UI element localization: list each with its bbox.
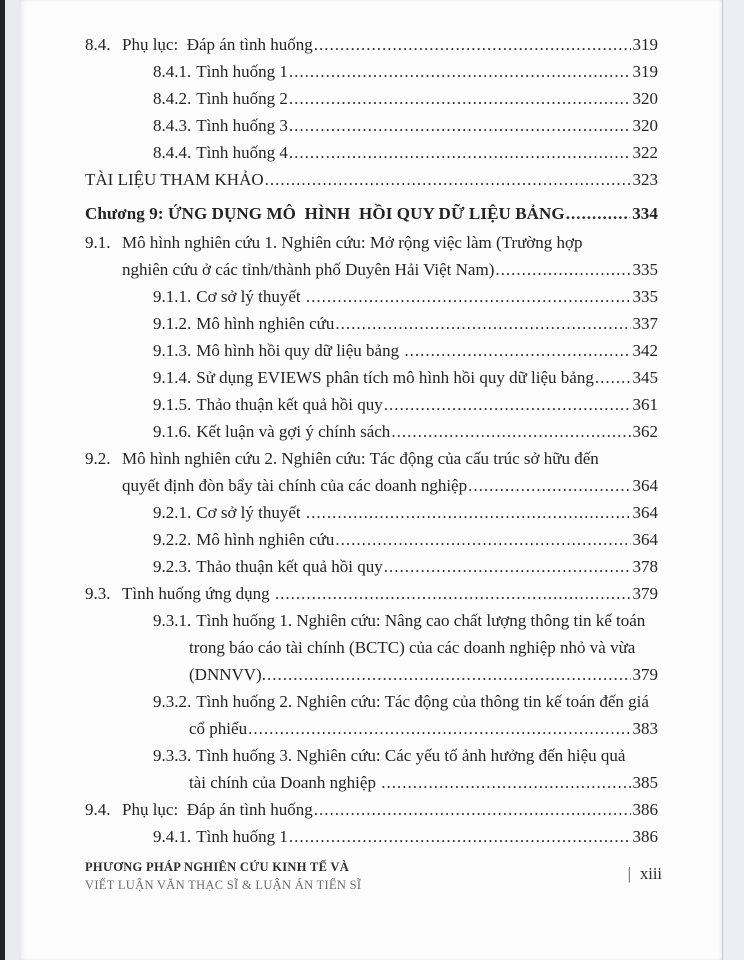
- toc-entry-line: [85, 553, 658, 580]
- toc-entry-line: [85, 166, 658, 193]
- toc-entry-title: Tình huống 3: [196, 116, 288, 135]
- toc-entry-number: 9.3.3.: [153, 746, 192, 765]
- toc-entry-line: [85, 688, 658, 715]
- toc-entry-title: Cơ sở lý thuyết: [196, 287, 305, 306]
- footer-page-number: [628, 864, 662, 884]
- dot-leader: [314, 31, 631, 58]
- toc-entry-page-number: 386: [632, 800, 658, 819]
- dot-leader: [595, 364, 631, 391]
- toc-entry-page-number: 378: [632, 557, 658, 576]
- toc-entry-title: Chương 9: ỨNG DỤNG MÔ HÌNH HỒI QUY DỮ LIỆU BẢNG: [85, 204, 565, 223]
- dot-leader: [314, 796, 631, 823]
- footer-book-title-line1: PHƯƠNG PHÁP NGHIÊN CỨU KINH TẾ VÀ: [85, 860, 350, 874]
- toc-entry-page-number: 345: [632, 368, 658, 387]
- toc-entry-line: [85, 445, 658, 472]
- page-footer: [85, 860, 662, 893]
- toc-entry-title: Sử dụng EVIEWS phân tích mô hình hồi quy dữ liệu bảng: [196, 368, 594, 387]
- toc-entry-line: [85, 634, 658, 661]
- toc-entry-title: cổ phiếu: [189, 719, 248, 738]
- dot-leader: [289, 823, 631, 850]
- dot-leader: [289, 85, 631, 112]
- toc-entry-title: quyết định đòn bẩy tài chính của các doanh nghiệp: [122, 476, 468, 495]
- toc-entry-number: 8.4.4.: [153, 143, 192, 162]
- toc-entry-line: [85, 31, 658, 58]
- toc-entry-line: [85, 256, 658, 283]
- toc-entry-line: [85, 823, 658, 850]
- toc-entry-title: Mô hình nghiên cứu: [196, 314, 335, 333]
- toc-entry-page-number: 361: [632, 395, 658, 414]
- toc-entry-page-number: 364: [632, 503, 658, 522]
- toc-entry-line: [85, 715, 658, 742]
- toc-entry-number: 9.4.: [85, 800, 111, 819]
- toc-entry-page-number: 362: [632, 422, 658, 441]
- dot-leader: [566, 200, 630, 227]
- toc-entry-number: 8.4.: [85, 35, 111, 54]
- toc-entry-page-number: 379: [632, 665, 658, 684]
- toc-entry-line: [85, 742, 658, 769]
- toc-entry-title: Tình huống 1: [196, 827, 288, 846]
- toc-entry-title: (DNNVV).: [189, 665, 266, 684]
- toc-entry-title: Mô hình nghiên cứu 1. Nghiên cứu: Mở rộng việc làm (Trường hợp: [122, 233, 583, 252]
- toc-entry-number: 8.4.3.: [153, 116, 192, 135]
- toc-entry-title: Phụ lục: Đáp án tình huống: [122, 800, 313, 819]
- toc-entry-title: Tình huống 2: [196, 89, 288, 108]
- toc-entry-page-number: 337: [632, 314, 658, 333]
- toc-entry-line: [85, 607, 658, 634]
- footer-book-title: [85, 860, 361, 893]
- dot-leader: [335, 526, 630, 553]
- footer-separator-bar: |: [627, 864, 631, 883]
- toc-entry-title: Kết luận và gợi ý chính sách: [196, 422, 391, 441]
- toc-entry-line: [85, 139, 658, 166]
- dot-leader: [248, 715, 630, 742]
- footer-page-number-text: xiii: [639, 864, 662, 883]
- dot-leader: [289, 58, 631, 85]
- toc-entry-page-number: 335: [632, 287, 658, 306]
- photo-margin-right: [723, 0, 744, 960]
- toc-entry-title: Thảo thuận kết quả hồi quy: [196, 395, 383, 414]
- toc-entry-page-number: 364: [632, 530, 658, 549]
- toc-entry-title: Phụ lục: Đáp án tình huống: [122, 35, 313, 54]
- toc-entry-number: 8.4.2.: [153, 89, 192, 108]
- toc-entry-page-number: 342: [632, 341, 658, 360]
- toc-entry-title: Mô hình nghiên cứu 2. Nghiên cứu: Tác động của cấu trúc sở hữu đến: [122, 449, 599, 468]
- dot-leader: [267, 661, 631, 688]
- toc-entry-title: Mô hình nghiên cứu: [196, 530, 335, 549]
- toc-entry-line: [85, 391, 658, 418]
- toc-entry-number: 9.1.2.: [153, 314, 192, 333]
- toc-entry-line: [85, 229, 658, 256]
- toc-entry-title: tài chính của Doanh nghiệp: [189, 773, 381, 792]
- toc-entry-line: [85, 310, 658, 337]
- toc-entry-page-number: 379: [632, 584, 658, 603]
- toc-entry-title: Mô hình hồi quy dữ liệu bảng: [196, 341, 404, 360]
- dot-leader: [468, 472, 630, 499]
- toc-entry-title: Tình huống 2. Nghiên cứu: Tác động của thông tin kế toán đến giá: [196, 692, 649, 711]
- toc-entry-page-number: 320: [632, 116, 658, 135]
- toc-entry-title: Cơ sở lý thuyết: [196, 503, 305, 522]
- toc-entry-line: [85, 580, 658, 607]
- toc-entry-number: 9.1.6.: [153, 422, 192, 441]
- toc-entry-line: [85, 58, 658, 85]
- dot-leader: [289, 112, 631, 139]
- dot-leader: [495, 256, 630, 283]
- dot-leader: [306, 283, 631, 310]
- toc-entry-page-number: 322: [632, 143, 658, 162]
- toc-entry-number: 9.3.2.: [153, 692, 192, 711]
- toc-entry-page-number: 320: [632, 89, 658, 108]
- toc-entry-title: Thảo thuận kết quả hồi quy: [196, 557, 383, 576]
- dot-leader: [391, 418, 630, 445]
- toc-entry-line: [85, 661, 658, 688]
- toc-entry-page-number: 323: [632, 170, 658, 189]
- toc-entry-number: 9.1.4.: [153, 368, 192, 387]
- toc-entry-line: [85, 112, 658, 139]
- toc-entry-title: trong báo cáo tài chính (BCTC) của các doanh nghiệp nhỏ và vừa: [189, 638, 636, 657]
- toc-entry-page-number: 385: [632, 773, 658, 792]
- dot-leader: [265, 166, 631, 193]
- toc-entry-number: 9.2.1.: [153, 503, 192, 522]
- toc-entry-title: Tình huống 1. Nghiên cứu: Nâng cao chất lượng thông tin kế toán: [196, 611, 646, 630]
- toc-entry-number: 9.3.: [85, 584, 111, 603]
- toc-entry-number: 9.1.: [85, 233, 111, 252]
- toc-entry-number: 9.1.3.: [153, 341, 192, 360]
- toc-entry-line: [85, 283, 658, 310]
- toc-entry-number: 9.3.1.: [153, 611, 192, 630]
- photo-margin-left: [5, 0, 19, 960]
- toc-entry-number: 9.2.3.: [153, 557, 192, 576]
- toc-entry-title: Tình huống ứng dụng: [122, 584, 274, 603]
- dot-leader: [384, 553, 631, 580]
- dot-leader: [384, 391, 631, 418]
- toc-entry-line: [85, 769, 658, 796]
- toc-entry-line: [85, 796, 658, 823]
- toc-entry-line: [85, 418, 658, 445]
- toc-entry-line: [85, 200, 658, 227]
- toc-entry-title: Tình huống 1: [196, 62, 288, 81]
- toc-entry-line: [85, 85, 658, 112]
- dot-leader: [381, 769, 630, 796]
- toc-entry-page-number: 335: [632, 260, 658, 279]
- dot-leader: [404, 337, 630, 364]
- toc-entry-line: [85, 364, 658, 391]
- toc-entry-page-number: 364: [632, 476, 658, 495]
- toc-entry-page-number: 383: [632, 719, 658, 738]
- toc-entry-line: [85, 499, 658, 526]
- toc-entry-title: TÀI LIỆU THAM KHẢO: [85, 170, 264, 189]
- toc-entry-number: 9.4.1.: [153, 827, 192, 846]
- toc-entry-number: 9.1.5.: [153, 395, 192, 414]
- toc-entry-line: [85, 472, 658, 499]
- toc-entry-page-number: 319: [632, 62, 658, 81]
- toc-entry-page-number: 334: [632, 204, 658, 223]
- toc-entry-title: Tình huống 3. Nghiên cứu: Các yếu tố ảnh hưởng đến hiệu quả: [196, 746, 626, 765]
- table-of-contents: [19, 0, 722, 850]
- toc-entry-number: 9.2.: [85, 449, 111, 468]
- toc-entry-line: [85, 526, 658, 553]
- toc-entry-page-number: 386: [632, 827, 658, 846]
- toc-entry-number: 9.1.1.: [153, 287, 192, 306]
- toc-entry-number: 8.4.1.: [153, 62, 192, 81]
- footer-book-title-line2: VIẾT LUẬN VĂN THẠC SĨ & LUẬN ÁN TIẾN SĨ: [85, 878, 362, 892]
- toc-entry-title: Tình huống 4: [196, 143, 288, 162]
- toc-entry-number: 9.2.2.: [153, 530, 192, 549]
- toc-entry-line: [85, 337, 658, 364]
- dot-leader: [306, 499, 631, 526]
- dot-leader: [335, 310, 630, 337]
- dot-leader: [289, 139, 631, 166]
- dot-leader: [275, 580, 631, 607]
- book-page: [19, 0, 722, 960]
- toc-entry-title: nghiên cứu ở các tỉnh/thành phố Duyên Hải Việt Nam): [122, 260, 495, 279]
- toc-entry-page-number: 319: [632, 35, 658, 54]
